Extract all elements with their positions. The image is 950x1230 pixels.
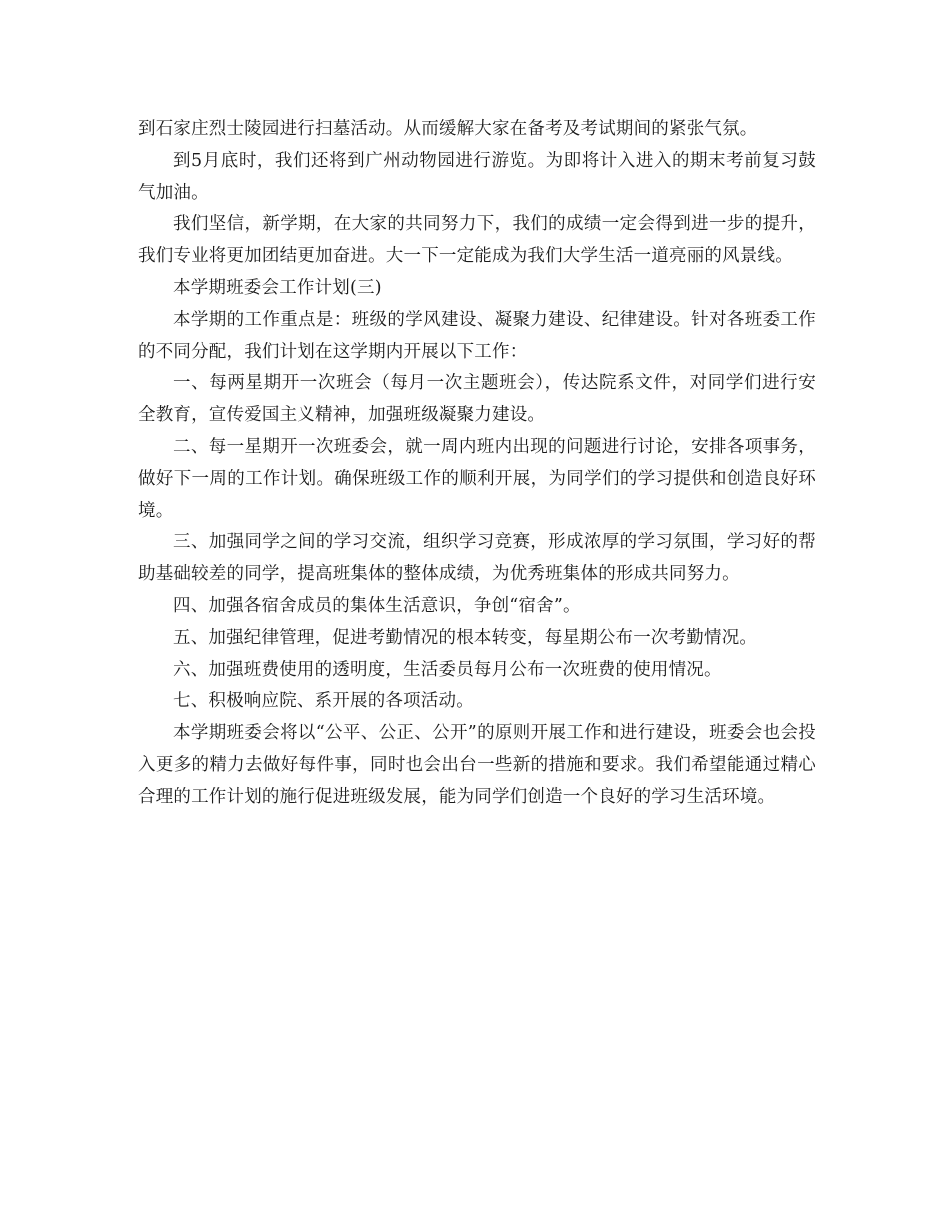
paragraph: 本学期的工作重点是：班级的学风建设、凝聚力建设、纪律建设。针对各班委工作的不同分配，我们计划在这学期内开展以下工作： bbox=[138, 309, 816, 362]
list-item: 五、加强纪律管理，促进考勤情况的根本转变，每星期公布一次考勤情况。 bbox=[173, 627, 758, 648]
document-body bbox=[138, 114, 816, 814]
list-item: 四、加强各宿舍成员的集体生活意识，争创“宿舍”。 bbox=[173, 595, 581, 616]
paragraph: 到5月底时，我们还将到广州动物园进行游览。为即将计入进入的期末考前复习鼓气加油。 bbox=[138, 150, 816, 203]
list-item: 三、加强同学之间的学习交流，组织学习竞赛，形成浓厚的学习氛围，学习好的帮助基础较差的同学，提高班集体的整体成绩，为优秀班集体的形成共同努力。 bbox=[138, 532, 816, 585]
paragraph: 本学期班委会将以“公平、公正、公开”的原则开展工作和进行建设，班委会也会投入更多的精力去做好每件事，同时也会出台一些新的措施和要求。我们希望能通过精心合理的工作计划的施行促进班级发展，能为同学们创造一个良好的学习生活环境。 bbox=[138, 723, 816, 807]
list-item: 二、每一星期开一次班委会，就一周内班内出现的问题进行讨论，安排各项事务，做好下一周的工作计划。确保班级工作的顺利开展，为同学们的学习提供和创造良好环境。 bbox=[138, 436, 816, 521]
paragraph-continuation: 到石家庄烈士陵园进行扫墓活动。从而缓解大家在备考及考试期间的紧张气氛。 bbox=[138, 119, 758, 139]
paragraph: 我们坚信，新学期，在大家的共同努力下，我们的成绩一定会得到进一步的提升，我们专业将更加团结更加奋进。大一下一定能成为我们大学生活一道亮丽的风景线。 bbox=[138, 214, 816, 267]
list-item: 六、加强班费使用的透明度，生活委员每月公布一次班费的使用情况。 bbox=[173, 659, 722, 680]
list-item: 一、每两星期开一次班会（每月一次主题班会），传达院系文件，对同学们进行安全教育，宣传爱国主义精神，加强班级凝聚力建设。 bbox=[138, 373, 816, 426]
list-item: 七、积极响应院、系开展的各项活动。 bbox=[173, 691, 474, 712]
section-heading: 本学期班委会工作计划(三) bbox=[173, 277, 382, 298]
